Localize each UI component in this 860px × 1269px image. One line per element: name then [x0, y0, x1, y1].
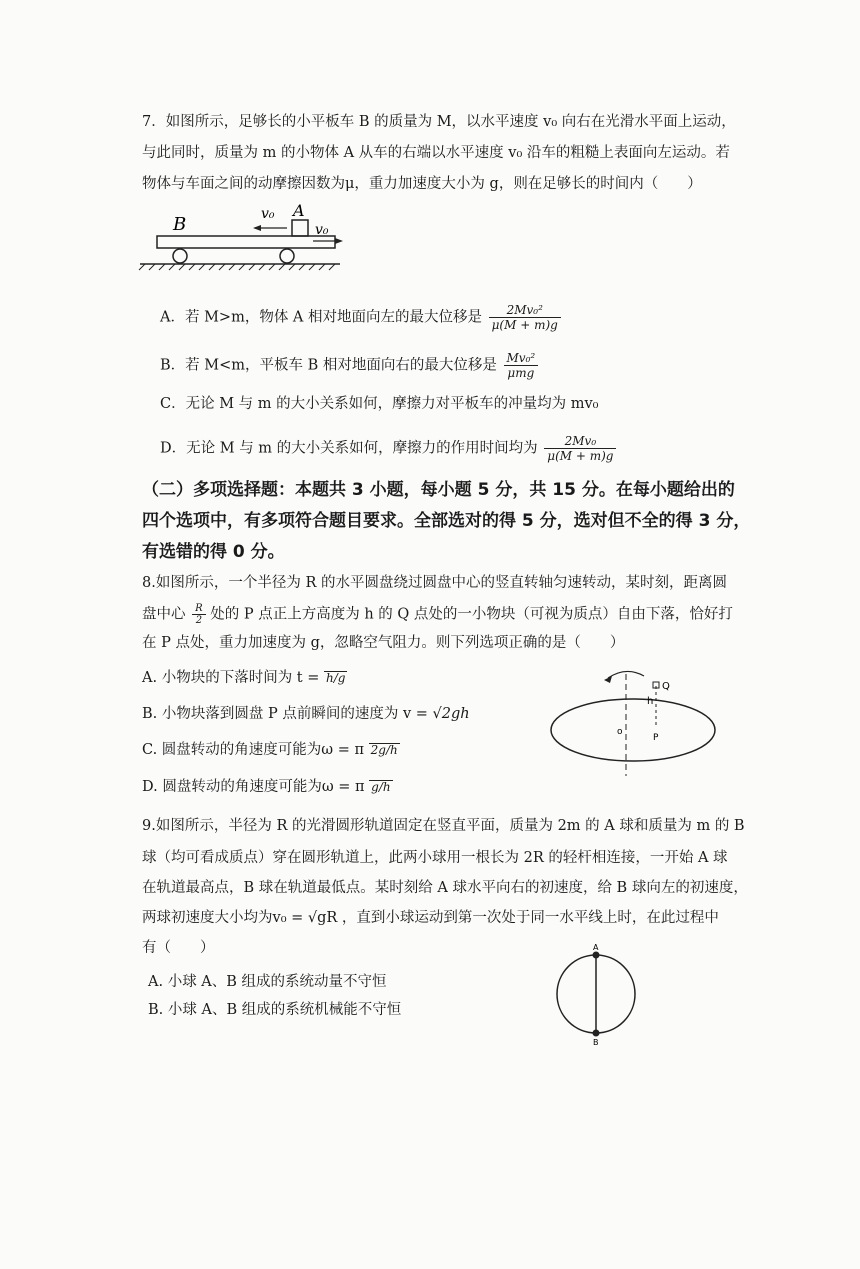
label-v0-right: v₀	[315, 222, 329, 238]
q7-option-a-denominator: μ(M + m)g	[491, 318, 558, 332]
q8-stem-line-2	[142, 603, 733, 626]
q9-stem-line-4: 两球初速度大小均为v₀ = √gR ，直到小球运动到第一次处于同一水平线上时，在此过程中	[142, 910, 719, 926]
q7-cart-figure	[135, 198, 365, 273]
q7-option-c: C．无论 M 与 m 的大小关系如何，摩擦力对平板车的冲量均为 mv₀	[160, 396, 599, 412]
q8-stem-line-2a: 盘中心	[142, 606, 186, 623]
q7-option-a-numerator: 2Mv₀²	[489, 303, 561, 318]
label-q: Q	[662, 681, 670, 692]
q9-stem-line-3: 在轨道最高点，B 球在轨道最低点。某时刻给 A 球水平向右的初速度，给 B 球向左的初速度，	[142, 880, 748, 896]
ball-b	[593, 1030, 600, 1037]
q7-option-a-fraction	[489, 303, 561, 332]
q7-option-d-text: D．无论 M 与 m 的大小关系如何，摩擦力的作用时间均为	[160, 440, 538, 457]
q8-stem-line-1: 8.如图所示，一个半径为 R 的水平圆盘绕过圆盘中心的竖直转轴匀速转动，某时刻，距离圆	[142, 575, 727, 591]
disk-ellipse	[551, 699, 715, 761]
label-a: A	[293, 201, 305, 220]
q7-option-a-text: A．若 M>m，物体 A 相对地面向左的最大位移是	[160, 309, 483, 326]
label-o: o	[617, 727, 623, 737]
q7-stem-line-2: 与此同时，质量为 m 的小物体 A 从车的右端以水平速度 v₀ 沿车的粗糙上表面向左运动。若	[142, 145, 730, 161]
q8-option-b	[142, 704, 470, 724]
q7-option-b	[160, 351, 538, 380]
section-header-line-3: 有选错的得 0 分。	[142, 542, 285, 562]
q9-option-a: A. 小球 A、B 组成的系统动量不守恒	[148, 974, 387, 990]
q7-option-d-fraction	[544, 434, 616, 463]
q8-fraction-denominator: 2	[195, 615, 203, 626]
q8-option-c	[142, 740, 400, 760]
q9-ring-figure	[550, 942, 640, 1048]
label-v0-left: v₀	[261, 206, 275, 222]
q7-option-a	[160, 303, 561, 332]
label-b: B	[593, 1038, 599, 1047]
q8-option-a-sqrt: h/g	[326, 671, 346, 685]
cart-wheel-right	[280, 249, 294, 263]
q8-option-b-sqrt: √2gh	[432, 706, 470, 722]
arrow-left-head	[253, 225, 261, 231]
ground-hatch	[139, 264, 335, 270]
q9-stem-line-2: 球（均可看成质点）穿在圆形轨道上，此两小球用一根长为 2R 的轻杆相连接，一开始 A 球	[142, 850, 728, 866]
q7-option-b-fraction	[504, 351, 539, 380]
q7-option-b-numerator: Mv₀²	[504, 351, 539, 366]
rotation-arrow-head	[604, 676, 612, 683]
q7-stem-line-1: 7．如图所示，足够长的小平板车 B 的质量为 M，以水平速度 v₀ 向右在光滑水平面上运动，	[142, 114, 736, 130]
q9-stem-line-1: 9.如图所示，半径为 R 的光滑圆形轨道固定在竖直平面，质量为 2m 的 A 球和质量为 m 的 B	[142, 818, 745, 834]
q8-option-d-sqrt: g/h	[371, 780, 391, 794]
label-p: P	[653, 733, 659, 743]
q7-option-d	[160, 434, 616, 463]
block-a	[292, 220, 308, 236]
q7-option-b-denominator: μmg	[507, 366, 535, 380]
q7-option-d-denominator: μ(M + m)g	[547, 449, 614, 463]
q7-stem-line-3: 物体与车面之间的动摩擦因数为μ，重力加速度大小为 g，则在足够长的时间内（ ）	[142, 176, 702, 192]
cart-wheel-left	[173, 249, 187, 263]
q8-option-c-sqrt: 2g/h	[370, 743, 398, 757]
label-b: B	[173, 214, 187, 235]
q8-stem-line-3: 在 P 点处，重力加速度为 g，忽略空气阻力。则下列选项正确的是（ ）	[142, 635, 625, 651]
section-header-line-2: 四个选项中，有多项符合题目要求。全部选对的得 5 分，选对但不全的得 3 分，	[142, 511, 751, 531]
q8-option-b-text: B. 小物块落到圆盘 P 点前瞬间的速度为 v =	[142, 706, 428, 722]
label-h: h	[647, 696, 654, 707]
q8-r-over-2-fraction	[192, 603, 206, 626]
q8-option-a	[142, 668, 347, 688]
q8-option-a-text: A. 小物块的下落时间为 t =	[142, 670, 320, 686]
q9-stem-line-5: 有（ ）	[142, 940, 215, 956]
label-a: A	[593, 943, 599, 952]
q8-fraction-numerator: R	[192, 603, 206, 615]
q8-option-c-text: C. 圆盘转动的角速度可能为ω = π	[142, 742, 365, 758]
ball-a	[593, 952, 600, 959]
q7-option-d-numerator: 2Mv₀	[544, 434, 616, 449]
arrow-right-head	[335, 238, 343, 244]
q9-option-b: B. 小球 A、B 组成的系统机械能不守恒	[148, 1002, 402, 1018]
q8-disk-figure	[548, 664, 718, 784]
q8-stem-line-2b: 处的 P 点正上方高度为 h 的 Q 点处的一小物块（可视为质点）自由下落，恰好打	[210, 606, 733, 623]
q8-option-d-text: D. 圆盘转动的角速度可能为ω = π	[142, 779, 365, 795]
section-header-line-1: （二）多项选择题：本题共 3 小题，每小题 5 分，共 15 分。在每小题给出的	[142, 480, 735, 500]
q7-option-b-text: B．若 M<m，平板车 B 相对地面向右的最大位移是	[160, 357, 497, 374]
q8-option-d	[142, 777, 393, 797]
cart-board	[157, 236, 335, 248]
